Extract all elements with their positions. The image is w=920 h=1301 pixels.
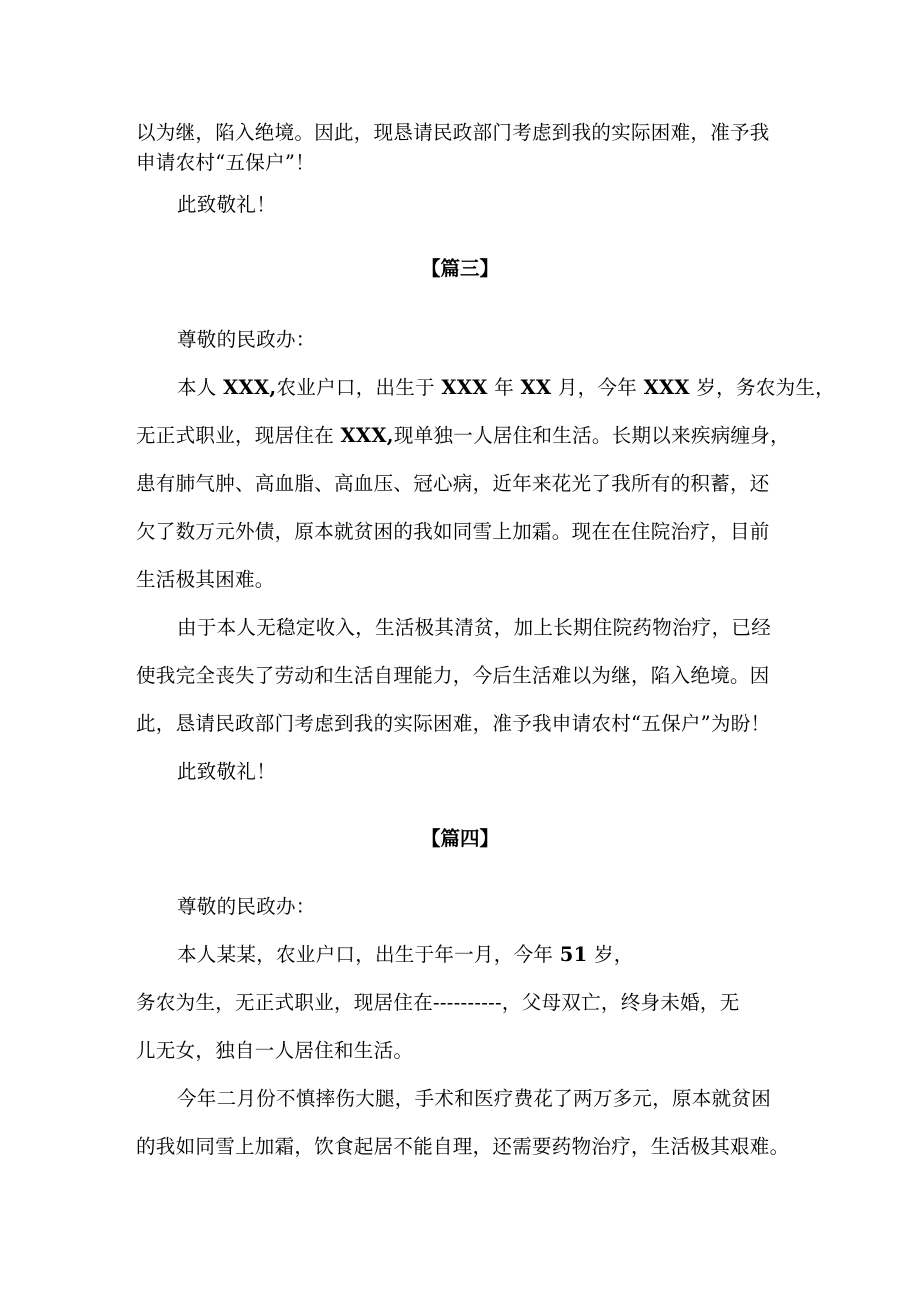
placeholder-age: XXX [643, 376, 690, 399]
text-line: 使我完全丧失了劳动和生活自理能力，今后生活难以为继，陷入绝境。因 [136, 664, 770, 687]
closing-text: 此致敬礼！ [177, 760, 277, 783]
text-line [177, 373, 835, 403]
text-line: 以为继，陷入绝境。因此，现恳请民政部门考虑到我的实际困难，准予我 [136, 121, 770, 144]
text-line [136, 421, 790, 451]
text-run: 岁，务农为生， [689, 376, 835, 399]
text-line: 欠了数万元外债，原本就贫困的我如同雪上加霜。现在在住院治疗，目前 [136, 520, 770, 543]
text-line: 此，恳请民政部门考虑到我的实际困难，准予我申请农村“五保户”为盼！ [136, 712, 771, 735]
text-line [177, 940, 634, 970]
text-run: 岁， [587, 943, 634, 966]
text-run: 本人 [177, 376, 224, 399]
text-line: 由于本人无稳定收入，生活极其清贫，加上长期住院药物治疗，已经 [177, 616, 772, 639]
text-run: 无正式职业，现居住在 [136, 424, 341, 447]
text-line: 的我如同雪上加霜，饮食起居不能自理，还需要药物治疗，生活极其艰难。 [136, 1135, 790, 1158]
text-line: 申请农村“五保户”！ [136, 151, 315, 174]
text-run: 月，今年 [551, 376, 644, 399]
text-line: 务农为生，无正式职业，现居住在----------，父母双亡，终身未婚，无 [136, 991, 740, 1014]
text-line: 今年二月份不慎摔伤大腿，手术和医疗费花了两万多元，原本就贫困 [177, 1087, 772, 1110]
age-value: 51 [559, 943, 588, 966]
salutation: 尊敬的民政办： [177, 895, 316, 918]
placeholder-name: XXX, [223, 376, 277, 399]
text-run: 本人某某，农业户口，出生于年一月，今年 [177, 943, 560, 966]
text-run: 现单独一人居住和生活。长期以来疾病缠身， [393, 424, 790, 447]
placeholder-address: XXX, [340, 424, 394, 447]
section-heading: 【篇四】 [420, 827, 499, 850]
closing-text: 此致敬礼！ [177, 193, 277, 216]
text-run: 农业户口，出生于 [276, 376, 442, 399]
text-line: 儿无女，独自一人居住和生活。 [136, 1039, 414, 1062]
salutation: 尊敬的民政办： [177, 328, 316, 351]
placeholder-year: XXX [441, 376, 488, 399]
text-line: 患有肺气肿、高血脂、高血压、冠心病，近年来花光了我所有的积蓄，还 [136, 472, 770, 495]
section-heading: 【篇三】 [420, 257, 499, 280]
text-run: 年 [487, 376, 521, 399]
placeholder-month: XX [520, 376, 552, 399]
text-line: 生活极其困难。 [136, 568, 275, 591]
